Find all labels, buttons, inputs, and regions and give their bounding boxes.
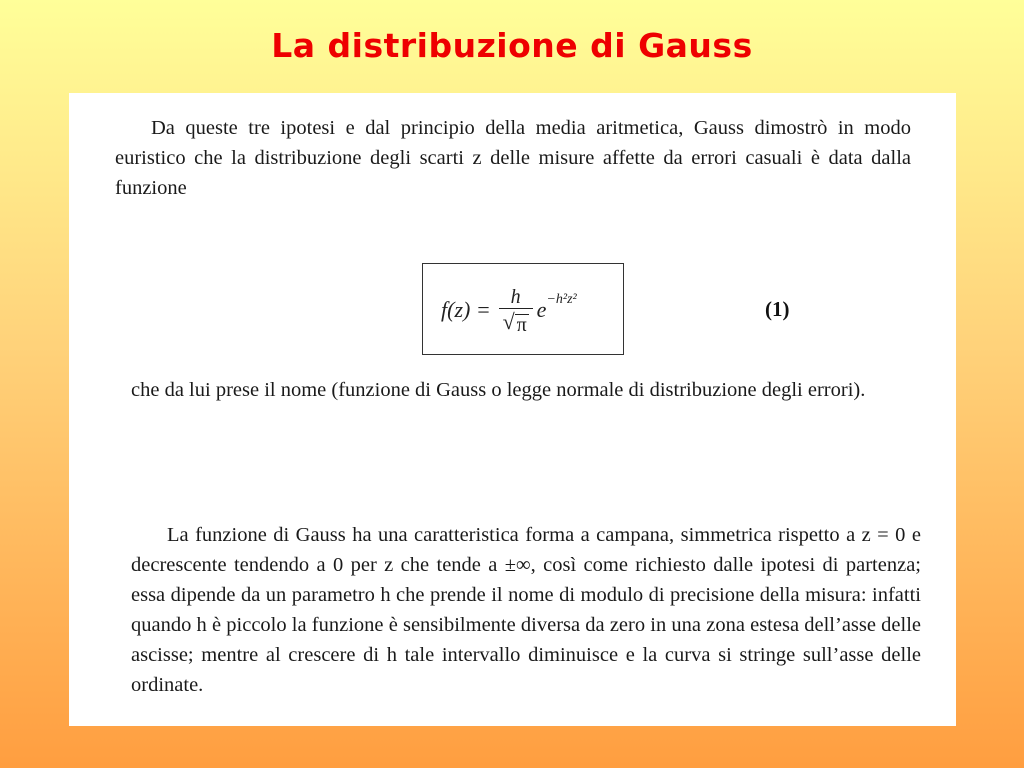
equation-number: (1): [765, 297, 790, 321]
paragraph-intro: Da queste tre ipotesi e dal principio della media aritmetica, Gauss dimostrò in modo euristico che la distribuzione degli scarti z delle misure affette da errori casuali è data dalla funzione: [115, 117, 911, 199]
formula-denominator: [503, 309, 529, 335]
formula-base: e: [536, 297, 547, 322]
document-panel: [69, 93, 956, 726]
gauss-formula: [441, 282, 577, 338]
paragraph-description: La funzione di Gauss ha una caratteristica forma a campana, simmetrica rispetto a z = 0 e decrescente tendendo a 0 per z che tende a ±∞, così come richiesto dalle ipotesi di partenza; essa dipende da un parametro h che prende il nome di modulo di precisione della misura: infatti quando h è piccolo la funzione è sensibilmente diversa da zero in una zona estesa dell’asse delle ascisse; mentre al crescere di h tale intervallo diminuisce e la curva si stringe sull’asse delle ordinate.: [131, 524, 921, 696]
formula-numerator: h: [510, 285, 521, 308]
formula-denominator-value: π: [516, 313, 527, 336]
formula-exponent: −h²z²: [546, 292, 577, 307]
sqrt-icon: √: [502, 308, 515, 334]
formula-fraction: [499, 286, 533, 335]
slide-title: La distribuzione di Gauss: [271, 26, 753, 65]
paragraph-name: che da lui prese il nome (funzione di Gauss o legge normale di distribuzione degli errori).: [131, 379, 866, 401]
formula-lhs: f(z) =: [441, 297, 491, 322]
formula-box: [422, 263, 624, 355]
